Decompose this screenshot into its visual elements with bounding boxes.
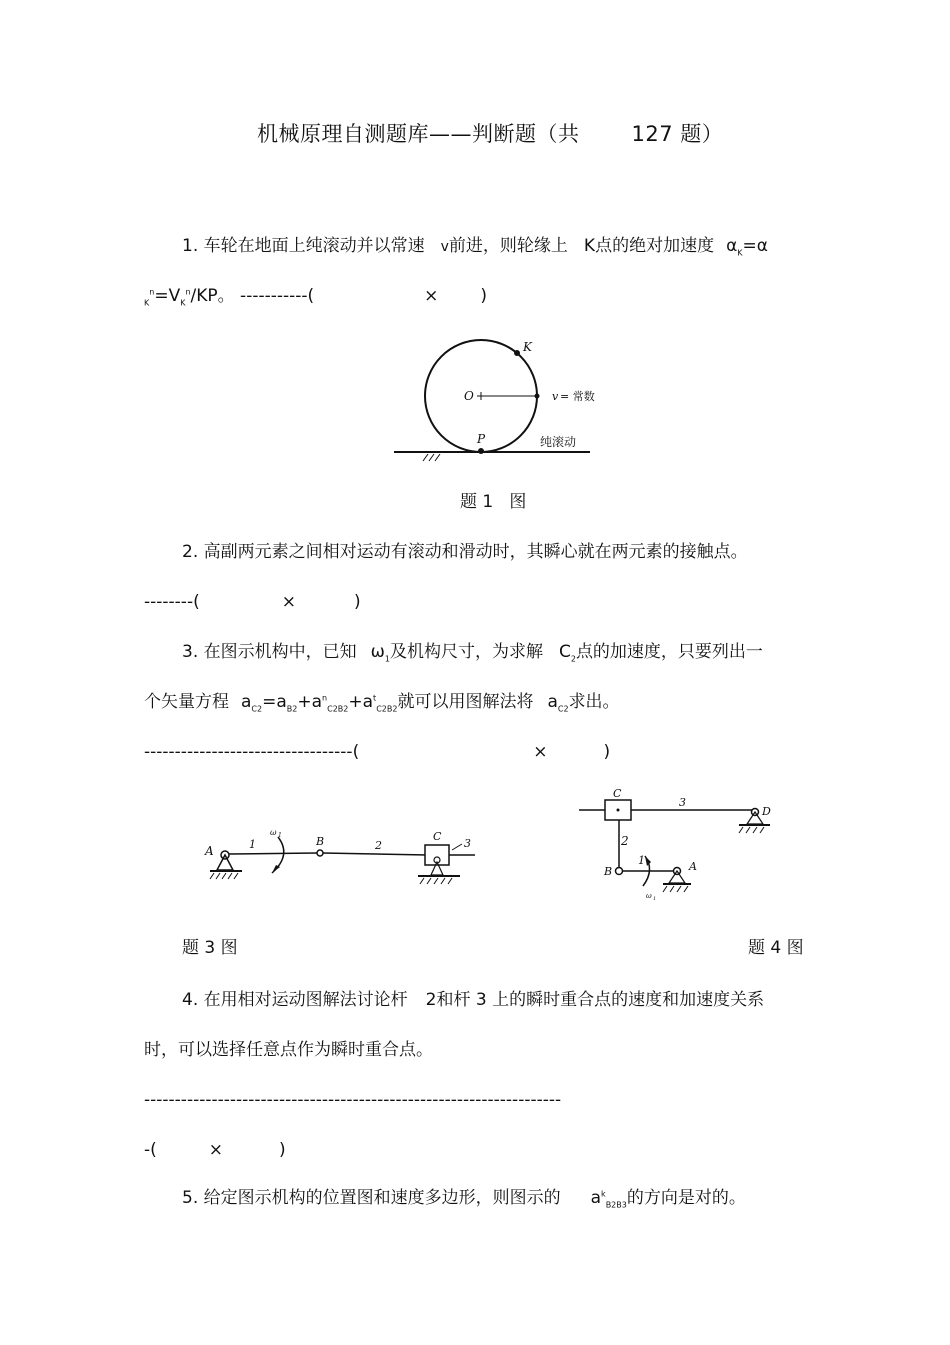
label-2: 2 xyxy=(375,839,382,852)
label-c: C xyxy=(433,830,442,843)
q4-line1 xyxy=(182,990,764,1010)
label-roll: 纯滚动 xyxy=(540,435,577,449)
q2-close: ) xyxy=(353,592,361,612)
q3-close: ) xyxy=(603,742,611,762)
title-count: 127 题） xyxy=(631,122,724,146)
q4-n2: 2 xyxy=(425,990,437,1010)
q3-text-c: 点的加速度，只要列出一 xyxy=(575,642,763,662)
label-p: P xyxy=(477,432,486,446)
q5-sub: B2B3 xyxy=(605,1200,627,1210)
point-k xyxy=(514,350,520,356)
figure-3 xyxy=(200,815,490,895)
q3-text-b: 及机构尺寸，为求解 xyxy=(389,642,543,662)
q1-sub-k: K xyxy=(737,248,743,258)
label-omega-sub: 1 xyxy=(653,896,657,902)
figure-4-caption: 题 4 图 xyxy=(748,938,804,958)
q3-omega-sub: 1 xyxy=(384,654,390,664)
q3-eq-sup-n: n xyxy=(322,693,328,703)
q3-line2 xyxy=(144,692,620,712)
q1-v: v xyxy=(440,239,449,255)
label-c: C xyxy=(613,787,622,800)
label-1: 1 xyxy=(638,854,645,867)
label-2: 2 xyxy=(621,834,629,848)
figure-1 xyxy=(390,335,600,465)
q3-dashes: ----------------------------------( xyxy=(144,742,360,762)
q1-answer: × xyxy=(424,286,439,306)
q4-text-b: 和杆 3 上的瞬时重合点的速度和加速度关系 xyxy=(436,990,765,1010)
q1-close: ) xyxy=(480,286,488,306)
q3-eq-s2: B2 xyxy=(286,704,298,714)
q1-l2-sup-n: n xyxy=(149,287,155,297)
q3-c-sub: 2 xyxy=(570,654,576,664)
link-1 xyxy=(229,853,317,854)
q1-l2-sub-k: K xyxy=(144,298,150,308)
q5-text-a: 5. 给定图示机构的位置图和速度多边形，则图示的 xyxy=(182,1188,561,1208)
title-main: 机械原理自测题库——判断题（共 xyxy=(257,122,580,146)
q3-eq-s1: C2 xyxy=(251,704,263,714)
q1-alpha: α xyxy=(726,236,738,256)
page-title xyxy=(257,121,723,147)
label-b: B xyxy=(316,835,325,848)
q1-l2-mid: =V xyxy=(154,286,181,306)
q3-text-a: 3. 在图示机构中，已知 xyxy=(182,642,357,662)
q1-l2-sub-k2: K xyxy=(180,298,186,308)
label-1: 1 xyxy=(249,838,256,851)
q1-eq: =α xyxy=(742,236,768,256)
q1-l2-tail: /KP。 -----------( xyxy=(190,286,315,306)
q4-close: ) xyxy=(279,1140,286,1160)
q3-eq-s5: C2 xyxy=(557,704,569,714)
q2-dashes: --------( xyxy=(144,592,200,612)
link-2 xyxy=(323,853,428,855)
label-const: = 常数 xyxy=(560,390,595,403)
q1-text-b: 前进，则轮缘上 xyxy=(448,236,568,256)
q1-l2-sup-n2: n xyxy=(185,287,191,297)
label-k: K xyxy=(523,340,532,354)
q2-line2 xyxy=(144,592,361,612)
q4-line2: 时，可以选择任意点作为瞬时重合点。 xyxy=(144,1040,433,1060)
q1-line1 xyxy=(182,236,768,257)
q3-answer: × xyxy=(533,742,548,762)
figure-1-caption: 题 1 图 xyxy=(460,492,527,512)
joint-b xyxy=(616,868,623,875)
q4-answer: × xyxy=(208,1140,224,1160)
q4-dashes: -------------------------------------------------------------------- xyxy=(144,1090,562,1110)
label-d: D xyxy=(762,805,771,818)
velocity-point xyxy=(535,394,540,399)
label-v: v xyxy=(552,390,559,403)
figure-3-caption: 题 3 图 xyxy=(182,938,238,958)
q3-eq-s4: C2B2 xyxy=(376,704,398,714)
q3-line1 xyxy=(182,642,763,662)
q3-l2-b: 就可以用图解法将 xyxy=(397,692,534,712)
q5-line1 xyxy=(182,1188,746,1208)
q3-eq-a1: a xyxy=(241,692,252,712)
q4-dashes2: -( xyxy=(144,1140,157,1160)
label-3: 3 xyxy=(464,837,471,850)
q1-k: K xyxy=(583,236,596,256)
label-omega: ω xyxy=(270,828,277,837)
q1-line2 xyxy=(144,286,487,306)
q5-text-b: 的方向是对的。 xyxy=(626,1188,746,1208)
figure-4 xyxy=(575,788,780,903)
q3-eq-plus1: +a xyxy=(297,692,323,712)
q3-eq-plus2: +a xyxy=(348,692,374,712)
joint-b xyxy=(317,850,323,856)
q5-a: a xyxy=(590,1188,602,1208)
label-3: 3 xyxy=(679,796,686,809)
q3-l2-a: 个矢量方程 xyxy=(144,692,229,712)
q2-answer: × xyxy=(281,592,296,612)
q2-line1: 2. 高副两元素之间相对运动有滚动和滑动时，其瞬心就在两元素的接触点。 xyxy=(182,542,748,562)
q4-line4 xyxy=(144,1140,286,1160)
q3-eq-eq: =a xyxy=(262,692,287,712)
label-omega: ω xyxy=(646,892,652,900)
label-o: O xyxy=(464,389,474,403)
label-omega-sub: 1 xyxy=(278,832,282,839)
q3-line3 xyxy=(144,742,610,762)
q3-c: C xyxy=(558,642,571,662)
label-a: A xyxy=(205,844,214,858)
q3-l2-c: 求出。 xyxy=(568,692,620,712)
q3-omega: ω xyxy=(370,642,385,662)
q5-sup-k: k xyxy=(601,1189,606,1199)
label-b: B xyxy=(604,865,613,878)
q3-eq-a2: a xyxy=(547,692,558,712)
label-a: A xyxy=(689,860,697,873)
q1-text-a: 1. 车轮在地面上纯滚动并以常速 xyxy=(182,236,425,256)
q1-text-c: 点的绝对加速度 xyxy=(595,236,715,256)
q4-text-a: 4. 在用相对运动图解法讨论杆 xyxy=(182,990,408,1010)
q3-eq-sup-t: t xyxy=(373,693,377,703)
q3-eq-s3: C2B2 xyxy=(327,704,349,714)
